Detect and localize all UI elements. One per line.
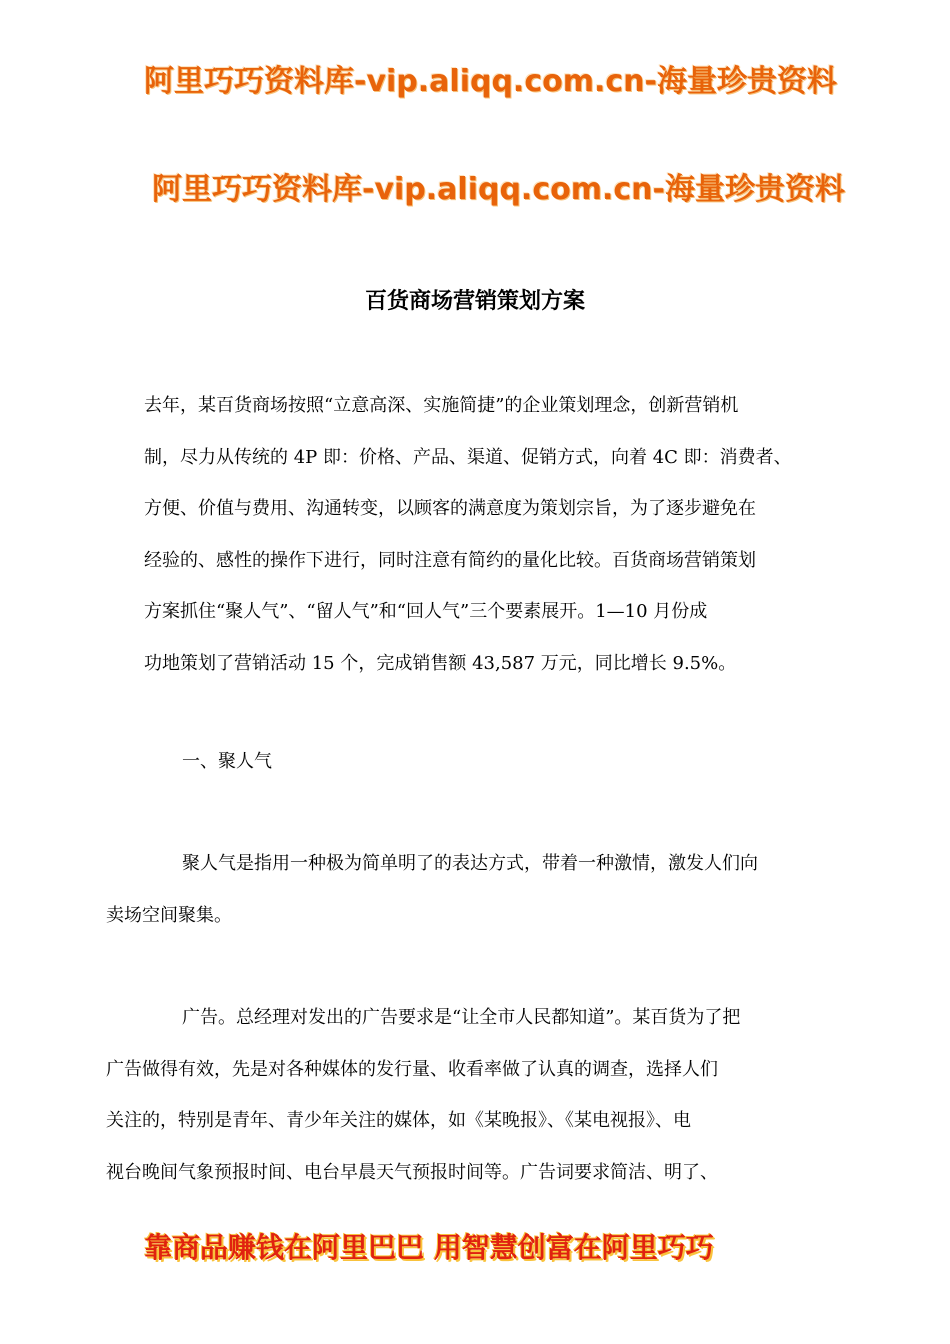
header-banner: 阿里巧巧资料库-vip.aliqq.com.cn-海量珍贵资料 [144, 64, 837, 99]
paragraph-line: 聚人气是指用一种极为简单明了的表达方式，带着一种激情，激发人们向 [182, 853, 758, 874]
paragraph-line: 制，尽力从传统的 4P 即：价格、产品、渠道、促销方式，向着 4C 即：消费者、 [144, 446, 792, 468]
paragraph-line: 关注的，特别是青年、青少年关注的媒体，如《某晚报》、《某电视报》、电 [106, 1110, 691, 1131]
section-heading: 一、聚人气 [182, 751, 272, 772]
advertising-paragraph [106, 992, 814, 1198]
paragraph-line: 去年，某百货商场按照“立意高深、实施简捷”的企业策划理念，创新营销机 [144, 395, 739, 416]
section-paragraph [106, 838, 814, 941]
paragraph-line: 广告。总经理对发出的广告要求是“让全市人民都知道”。某百货为了把 [182, 1007, 741, 1028]
paragraph-line: 方案抓住“聚人气”、“留人气”和“回人气”三个要素展开。1—10 月份成 [144, 601, 708, 622]
intro-paragraph [144, 380, 814, 689]
paragraph-line: 广告做得有效，先是对各种媒体的发行量、收看率做了认真的调查，选择人们 [106, 1058, 718, 1080]
document-title: 百货商场营销策划方案 [364, 288, 585, 314]
paragraph-line: 卖场空间聚集。 [106, 904, 232, 926]
paragraph-line: 经验的、感性的操作下进行，同时注意有简约的量化比较。百货商场营销策划 [144, 549, 756, 571]
secondary-banner: 阿里巧巧资料库-vip.aliqq.com.cn-海量珍贵资料 [152, 172, 845, 207]
footer-slogan: 靠商品赚钱在阿里巴巴 用智慧创富在阿里巧巧 [144, 1231, 714, 1264]
paragraph-line: 功地策划了营销活动 15 个，完成销售额 43,587 万元，同比增长 9.5%。 [144, 652, 737, 674]
paragraph-line: 视台晚间气象预报时间、电台早晨天气预报时间等。广告词要求简洁、明了、 [106, 1161, 718, 1183]
paragraph-line: 方便、价值与费用、沟通转变，以顾客的满意度为策划宗旨，为了逐步避免在 [144, 498, 756, 519]
